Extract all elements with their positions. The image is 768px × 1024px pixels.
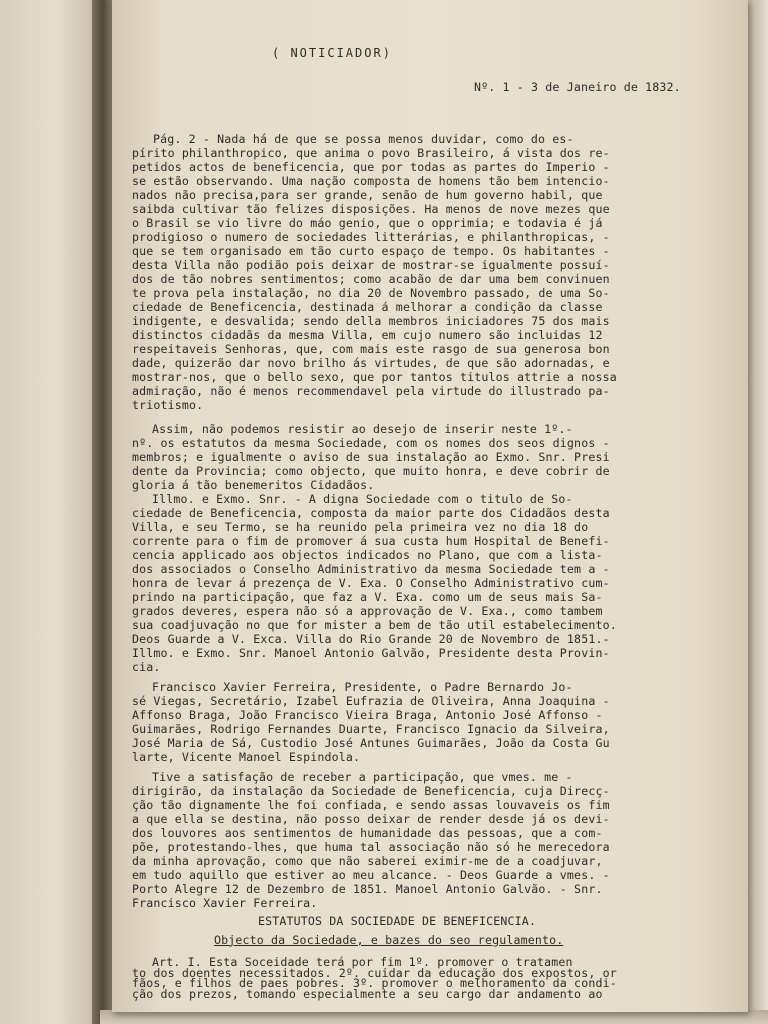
text-line: nº. os estatutos da mesma Sociedade, com os nomes dos seos dignos - — [132, 436, 610, 450]
text-line: dirigirão, da instalação da Sociedade de Beneficencia, cuja Direcç- — [132, 784, 610, 798]
text-line: ção tão dignamente lhe foi confiada, e sendo assas louvaveis os fim — [132, 798, 610, 812]
text-line: desta Villa não podião pois deixar de mostrar-se igualmente possuí- — [132, 258, 610, 272]
text-line: Tive a satisfação de receber a participação, que vmes. me - — [152, 770, 573, 784]
text-line: mostrar-nos, que o bello sexo, que por tantos titulos attrie a nossa — [132, 370, 617, 384]
text-line: membros; e igualmente o aviso de sua instalação ao Exmo. Snr. Presi — [132, 450, 610, 464]
text-line: distinctos cidadãs da mesma Villa, em cujo numero são incluidas 12 — [132, 328, 603, 342]
text-line: corrente para o fim de promover á sua custa hum Hospital de Benefi- — [132, 534, 610, 548]
page-stack-edge — [100, 1010, 768, 1024]
text-line: ciedade de Beneficencia, composta da maior parte dos Cidadãos desta — [132, 506, 610, 520]
text-line: grados deveres, espera não só a approvação de V. Exa., como tambem — [132, 604, 603, 618]
text-line: to dos doentes necessitados. 2º. cuidar da educação dos expostos, or — [132, 965, 617, 980]
text-line: nados não precisa,para ser grande, senão de hum governo habil, que — [132, 188, 603, 202]
text-line: honra de levar á prezença de V. Exa. O Conselho Administrativo cum- — [132, 576, 610, 590]
text-line: sé Viegas, Secretário, Izabel Eufrazia de Oliveira, Anna Joaquina - — [132, 694, 610, 708]
text-line: Affonso Braga, João Francisco Vieira Braga, Antonio José Affonso - — [132, 708, 603, 722]
document-text — [112, 0, 748, 1012]
text-line: cia. — [132, 660, 161, 674]
text-line: saibda cultivar tão felizes disposições. Ha menos de nove mezes que — [132, 202, 610, 216]
text-line: te prova pela instalação, no dia 20 de Novembro passado, de uma So- — [132, 286, 610, 300]
text-line: a que ella se destina, não posso deixar de render desde já os devi- — [132, 812, 610, 826]
text-line: Villa, e seu Termo, se ha reunido pela primeira vez no dia 18 do — [132, 520, 589, 534]
left-page-edge — [0, 0, 100, 1024]
text-line: Francisco Xavier Ferreira, Presidente, o Padre Bernardo Jo- — [152, 680, 573, 694]
masthead: ( NOTICIADOR) — [272, 46, 392, 60]
text-line: ciedade de Beneficencia, destinada á melhorar a condição da classe — [132, 300, 603, 314]
text-line: Illmo. e Exmo. Snr. Manoel Antonio Galvão, Presidente desta Provin- — [132, 646, 610, 660]
text-line: o Brasil se vio livre do máo genio, que o opprimia; e todavia é já — [132, 216, 603, 230]
text-line: ção dos prezos, tomando especialmente a seu cargo dar andamento ao — [132, 987, 603, 1002]
text-line: fãos, e filhos de paes pobres. 3º. promover o melhoramento da condi- — [132, 976, 617, 991]
text-line: prindo na participação, que faz a V. Exa. como um de seus mais Sa- — [132, 590, 603, 604]
text-line: Illmo. e Exmo. Snr. - A digna Sociedade com o titulo de So- — [152, 492, 573, 506]
text-line: admiração, não é menos recommendavel pela virtude do illustrado pa- — [132, 384, 610, 398]
text-line: dos louvores aos sentimentos de humanidade das pessoas, que a com- — [132, 826, 603, 840]
text-line: Deos Guarde a V. Exca. Villa do Rio Grande 20 de Novembro de 1851.- — [132, 632, 610, 646]
text-line: que se tem organisado em tão curto espaço de tempo. Os habitantes - — [132, 244, 610, 258]
text-line: dente da Provincia; como objecto, que muito honra, e deve cobrir de — [132, 464, 610, 478]
text-line: da minha aprovação, como que não saberei eximir-me de a coadjuvar, — [132, 854, 603, 868]
text-line: Guimarães, Rodrigo Fernandes Duarte, Francisco Ignacio da Silveira, — [132, 722, 610, 736]
text-line: Assim, não podemos resistir ao desejo de inserir neste 1º.- — [152, 422, 573, 436]
text-line: Porto Alegre 12 de Dezembro de 1851. Manoel Antonio Galvão. - Snr. — [132, 882, 603, 896]
document-page — [112, 0, 748, 1012]
text-line: ESTATUTOS DA SOCIEDADE DE BENEFICENCIA. — [258, 914, 537, 929]
text-line: larte, Vicente Manoel Espindola. — [132, 750, 361, 764]
text-line: cencia applicado aos objectos indicados no Plano, que com a lista- — [132, 548, 603, 562]
text-line: petidos actos de beneficencia, que por todas as partes do Imperio - — [132, 160, 610, 174]
text-line: Art. I. Esta Soceidade terá por fim 1º. promover o tratamen — [152, 954, 573, 969]
text-line: Objecto da Sociedade, e bazes do seo regulamento. — [214, 932, 564, 947]
text-line: prodigioso o numero de sociedades litterárias, e philanthropicas, - — [132, 230, 610, 244]
text-line: Francisco Xavier Ferreira. — [132, 896, 318, 910]
text-line: indigente, e desvalida; sendo della membros iniciadores 75 dos mais — [132, 314, 610, 328]
text-line: triotismo. — [132, 398, 204, 412]
text-line: se estão observando. Uma nação composta de homens tão bem intencio- — [132, 174, 610, 188]
text-line: respeitaveis Senhoras, que, com mais este rasgo de sua generosa bon — [132, 342, 610, 356]
text-line: põe, protestando-lhes, que huma tal associação não só he merecedora — [132, 840, 610, 854]
text-line: dade, quizerão dar novo brilho ás virtudes, de que são adornadas, e — [132, 356, 610, 370]
issue-date-line: Nº. 1 - 3 de Janeiro de 1832. — [474, 80, 681, 94]
text-line: Pág. 2 - Nada há de que se possa menos duvidar, como do es- — [153, 132, 574, 146]
text-line: José Maria de Sá, Custodio José Antunes Guimarães, João da Costa Gu — [132, 736, 610, 750]
text-line: dos de tão nobres sentimentos; como acabão de dar uma bem convinuen — [132, 272, 610, 286]
text-line: sua coadjuvação no que for mister a bem de tão util estabelecimento. — [132, 618, 617, 632]
text-line: pírito philanthropico, que anima o povo Brasileiro, á vista dos re- — [132, 146, 610, 160]
text-line: dos associados o Conselho Administrativo da mesma Sociedade tem a - — [132, 562, 610, 576]
text-line: em tudo aquillo que estiver ao meu alcance. - Deos Guarde a vmes. - — [132, 868, 610, 882]
text-line: gloria á tão benemeritos Cidadãos. — [132, 478, 375, 492]
